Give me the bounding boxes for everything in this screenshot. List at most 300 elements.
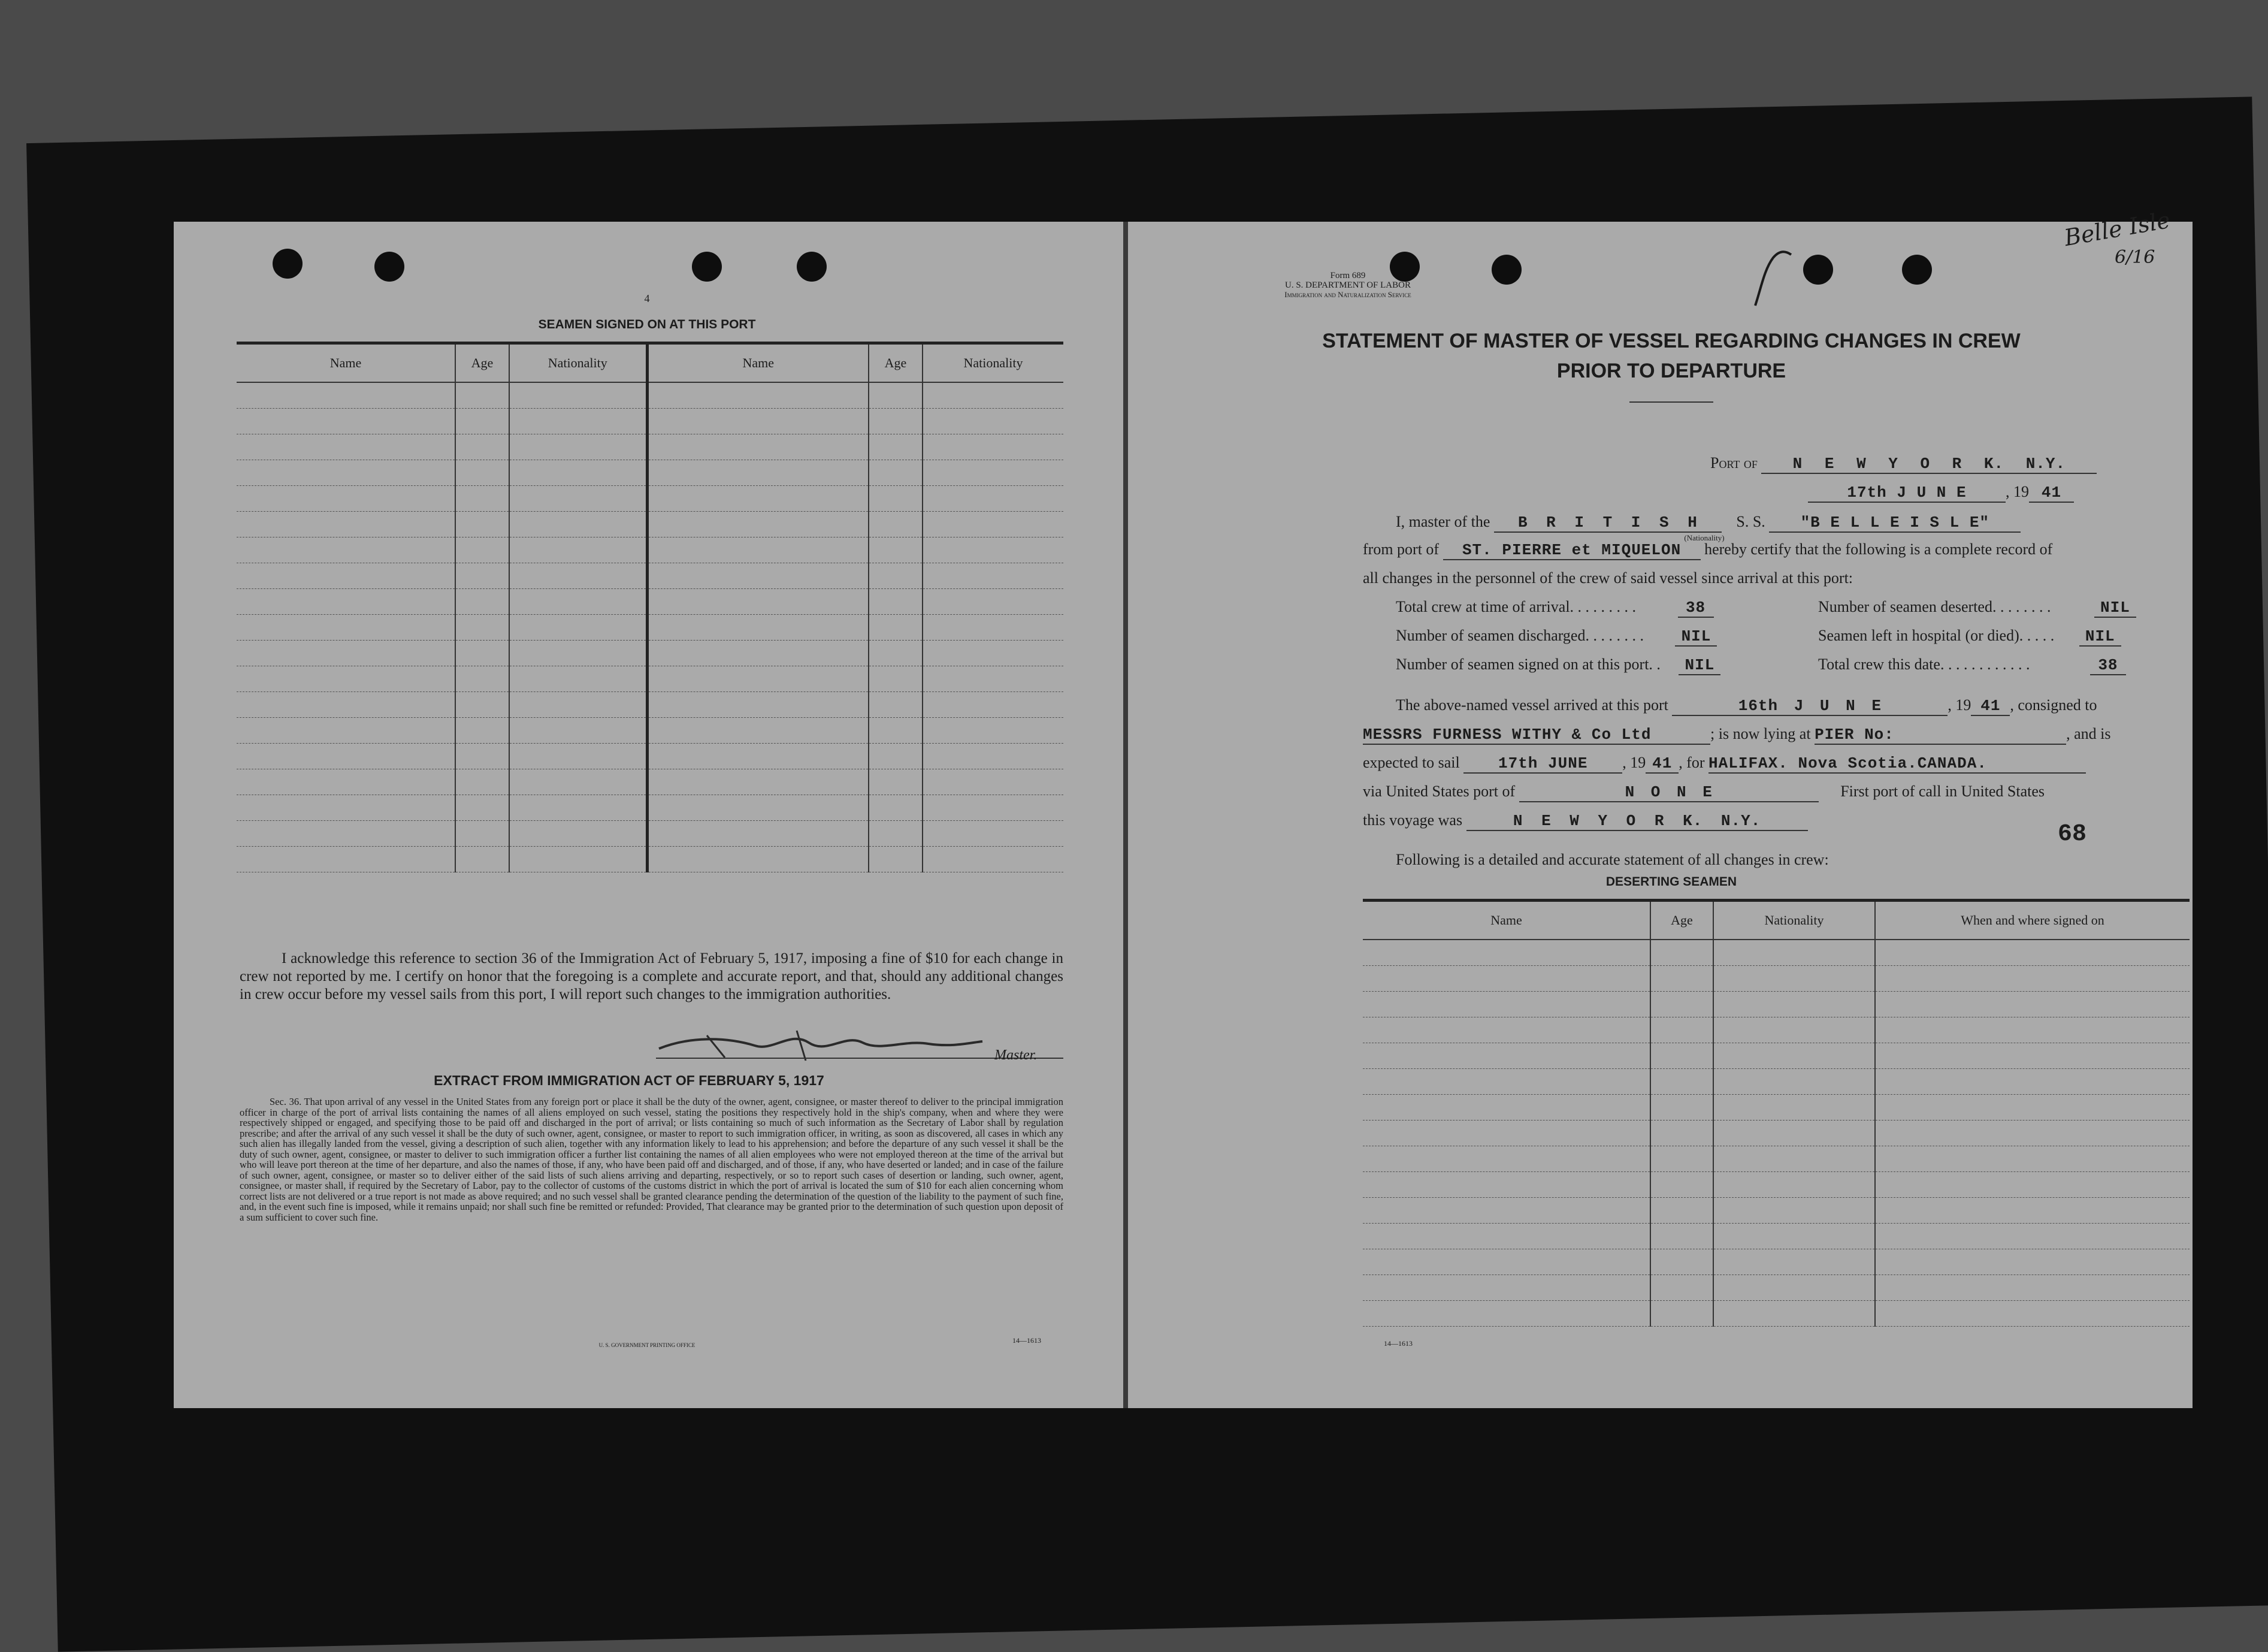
- table-cell: [237, 769, 455, 795]
- lying-label: ; is now lying at: [1710, 725, 1811, 742]
- table-cell: [923, 641, 1063, 666]
- form-code: 14—1613: [1012, 1336, 1041, 1345]
- table-cell: [1713, 1172, 1875, 1198]
- table-cell: [509, 615, 647, 641]
- table-cell: [647, 563, 869, 589]
- table-cell: [455, 382, 509, 409]
- via-line: [1363, 783, 2045, 802]
- table-cell: [923, 460, 1063, 486]
- stat-label: Number of seamen deserted: [1818, 598, 1992, 615]
- stat-value: NIL: [2094, 599, 2136, 618]
- table-cell: [1875, 1146, 2190, 1172]
- certify-text-2: all changes in the personnel of the crew of said vessel since arrival at this port:: [1363, 569, 1853, 587]
- table-cell: [1875, 992, 2190, 1017]
- form-title-line1: STATEMENT OF MASTER OF VESSEL REGARDING CHANGES IN CREW: [1322, 330, 2021, 352]
- handwritten-ship-note: Belle Isle: [2062, 206, 2172, 252]
- table-cell: [237, 382, 455, 409]
- table-cell: [237, 821, 455, 847]
- table-cell: [1363, 1172, 1650, 1198]
- table-cell: [869, 460, 923, 486]
- table-row: [1363, 1275, 2190, 1301]
- table-cell: [1650, 1069, 1713, 1095]
- table-cell: [1713, 1224, 1875, 1249]
- table-cell: [647, 718, 869, 744]
- port-line: [1710, 454, 2097, 474]
- table-cell: [1650, 1146, 1713, 1172]
- year-value: 41: [2029, 484, 2074, 503]
- table-cell: [869, 744, 923, 769]
- table-row: [237, 744, 1063, 769]
- table-cell: [509, 460, 647, 486]
- table-row: [237, 847, 1063, 872]
- table-cell: [1713, 1198, 1875, 1224]
- table-cell: [509, 563, 647, 589]
- table-row: [237, 460, 1063, 486]
- table-cell: [647, 409, 869, 434]
- table-cell: [923, 486, 1063, 512]
- table-cell: [509, 486, 647, 512]
- table-cell: [1875, 1069, 2190, 1095]
- table-cell: [923, 563, 1063, 589]
- destination-value: HALIFAX. Nova Scotia.CANADA.: [1708, 754, 2086, 774]
- department-name: U. S. DEPARTMENT OF LABOR: [1285, 280, 1411, 290]
- column-header-nationality: Nationality: [923, 345, 1063, 382]
- table-row: [237, 409, 1063, 434]
- table-cell: [455, 641, 509, 666]
- stat-label: Total crew at time of arrival: [1396, 598, 1570, 615]
- table-cell: [1650, 1249, 1713, 1275]
- table-cell: [1713, 1121, 1875, 1146]
- table-cell: [1713, 1275, 1875, 1301]
- table-cell: [1650, 1275, 1713, 1301]
- table-cell: [1713, 966, 1875, 992]
- consignee-value: MESSRS FURNESS WITHY & Co Ltd: [1363, 726, 1710, 745]
- for-label: , for: [1679, 754, 1705, 771]
- extract-text: Sec. 36. That upon arrival of any vessel in the United States from any foreign port or place it shall be the duty of the owner, agent, consignee, or master thereof to deliver to the principal immigration officer in charge of the port of arrival lists containing the names of all aliens employed on such vessel, stating the positions they respectively hold in the ship's company, when and where they were respectively shipped or engaged, and specifying those to be paid off and discharged in the port of arrival; or lists containing so much of such information as the Secretary of Labor shall by regulation prescribe; and after the arrival of any such vessel it shall be the duty of such owner, agent, consignee, or master to report to such immigration officer, in writing, as soon as discovered, all cases in which any such alien has illegally landed from the vessel, giving a description of such alien, together with any information likely to lead to his apprehension; and before the departure of any such vessel it shall be the duty of such owner, agent, consignee, or master to deliver to such immigration officer a further list containing the names of all alien employees who were not employed thereon at the time of the arrival but who will leave port thereon at the time of her departure, and also the names of those, if any, who have been paid off and discharged, and of those, if any, who have deserted or landed; and in case of the failure of such owner, agent, consignee, or master so to deliver either of the said lists of such aliens arriving and departing, respectively, or so to report such cases of desertion or landing, such owner, agent, consignee, or master shall, if required by the Secretary of Labor, pay to the collector of customs of the customs district in which the port of arrival is located the sum of $10 for each alien concerning whom correct lists are not delivered or a true report is not made as above required; and no such vessel shall be granted clearance pending the determination of the question of the liability to the payment of such fine, and, in the event such fine is imposed, while it remains unpaid; nor shall such fine be remitted or refunded: Provided, That clearance may be granted prior to the determination of such question upon deposit of a sum sufficient to cover such fine.: [240, 1096, 1063, 1223]
- table-cell: [647, 537, 869, 563]
- stat-value: 38: [1678, 599, 1714, 618]
- title-rule: [1629, 401, 1713, 403]
- table-cell: [1875, 1224, 2190, 1249]
- table-cell: [237, 795, 455, 821]
- year-prefix: , 19: [2006, 483, 2029, 500]
- table-cell: [923, 821, 1063, 847]
- table-cell: [455, 486, 509, 512]
- table-cell: [455, 537, 509, 563]
- printer-note: U. S. GOVERNMENT PRINTING OFFICE: [598, 1342, 695, 1348]
- master-signature: [653, 1025, 988, 1067]
- table-cell: [647, 486, 869, 512]
- table-cell: [923, 409, 1063, 434]
- certify-text-1: hereby certify that the following is a complete record of: [1704, 540, 2053, 558]
- column-header-name: Name: [237, 345, 455, 382]
- acknowledgement-text: I acknowledge this reference to section 36 of the Immigration Act of February 5, 1917, imposing a fine of $10 for each change in crew not reported by me. I certify on honor that the foregoing is a complete and accurate report, and that, should any additional changes in crew occur before my vessel sails from this port, I will report such changes to the immigration authorities.: [240, 950, 1063, 1002]
- table-cell: [237, 589, 455, 615]
- punch-hole: [1492, 255, 1522, 285]
- table-cell: [509, 666, 647, 692]
- document-sheet: [174, 206, 2193, 1408]
- year-prefix: , 19: [1948, 696, 1971, 714]
- right-page: [1132, 206, 2193, 1408]
- voyage-label: this voyage was: [1363, 811, 1463, 829]
- stat-value: NIL: [1675, 627, 1717, 647]
- table-cell: [455, 409, 509, 434]
- consigned-label: , consigned to: [2010, 696, 2097, 714]
- table-cell: [1875, 1172, 2190, 1198]
- table-cell: [455, 821, 509, 847]
- table-cell: [647, 641, 869, 666]
- handwritten-date-note: 6/16: [2115, 247, 2155, 268]
- table-cell: [237, 409, 455, 434]
- table-cell: [1363, 1069, 1650, 1095]
- table-row: [237, 512, 1063, 537]
- service-name: Immigration and Naturalization Service: [1284, 290, 1411, 299]
- table-cell: [923, 692, 1063, 718]
- year-prefix: , 19: [1622, 754, 1646, 771]
- punch-hole: [1902, 255, 1932, 285]
- stat-hospital: Seamen left in hospital (or died). . . . . NIL: [1818, 627, 2121, 647]
- arrived-label: The above-named vessel arrived at this port: [1396, 696, 1668, 714]
- table-row: [1363, 1017, 2190, 1043]
- table-cell: [509, 821, 647, 847]
- from-port-line: [1363, 540, 2052, 560]
- table-cell: [1875, 966, 2190, 992]
- table-cell: [455, 434, 509, 460]
- table-cell: [923, 847, 1063, 872]
- table-cell: [1650, 1043, 1713, 1069]
- table-cell: [455, 589, 509, 615]
- arrived-value: 16th J U N E: [1672, 697, 1948, 716]
- table-cell: [1650, 1095, 1713, 1121]
- table-cell: [1650, 992, 1713, 1017]
- following-text: Following is a detailed and accurate statement of all changes in crew:: [1396, 851, 1829, 868]
- table-cell: [455, 795, 509, 821]
- punch-hole: [797, 252, 827, 282]
- expected-year: 41: [1646, 754, 1679, 774]
- stat-label: Seamen left in hospital (or died): [1818, 627, 2019, 644]
- table-cell: [1650, 1172, 1713, 1198]
- table-row: [237, 718, 1063, 744]
- table-cell: [1363, 1095, 1650, 1121]
- table-row: [237, 641, 1063, 666]
- punch-hole: [1803, 255, 1833, 285]
- table-cell: [1363, 966, 1650, 992]
- table-cell: [509, 744, 647, 769]
- table-cell: [1875, 1095, 2190, 1121]
- table-cell: [923, 615, 1063, 641]
- table-cell: [647, 847, 869, 872]
- table-row: [1363, 1249, 2190, 1275]
- table-cell: [923, 589, 1063, 615]
- form-code: 14—1613: [1384, 1339, 1413, 1348]
- master-of-line: [1396, 513, 2021, 533]
- table-cell: [237, 692, 455, 718]
- stat-label: Total crew this date: [1818, 656, 1940, 673]
- table-cell: [647, 744, 869, 769]
- table-cell: [237, 563, 455, 589]
- table-cell: [455, 615, 509, 641]
- left-page: [174, 222, 1120, 1408]
- table-cell: [455, 512, 509, 537]
- table-cell: [1363, 1146, 1650, 1172]
- table-cell: [647, 434, 869, 460]
- column-header-name: Name: [1363, 902, 1650, 940]
- stat-value: NIL: [1679, 656, 1720, 675]
- table-cell: [1650, 1224, 1713, 1249]
- table-cell: [509, 847, 647, 872]
- expected-line: [1363, 754, 2086, 774]
- column-header-signed-on: When and where signed on: [1875, 902, 2190, 940]
- table-cell: [1713, 1301, 1875, 1327]
- ss-label: S. S.: [1736, 513, 1765, 530]
- table-row: [1363, 940, 2190, 966]
- table-cell: [455, 666, 509, 692]
- stat-total-crew-date: Total crew this date. . . . . . . . . . . . 38: [1818, 656, 2126, 675]
- table-header-row: [237, 345, 1063, 382]
- table-cell: [509, 434, 647, 460]
- table-cell: [509, 692, 647, 718]
- deserting-heading: DESERTING SEAMEN: [1605, 875, 1737, 889]
- table-row: [237, 563, 1063, 589]
- column-header-nationality: Nationality: [1713, 902, 1875, 940]
- stat-signed-on: Number of seamen signed on at this port. . NIL: [1396, 656, 1720, 675]
- table-cell: [923, 382, 1063, 409]
- table-cell: [509, 382, 647, 409]
- table-cell: [1875, 1275, 2190, 1301]
- table-cell: [1713, 1146, 1875, 1172]
- table-cell: [869, 409, 923, 434]
- table-row: [237, 666, 1063, 692]
- via-label: via United States port of: [1363, 783, 1516, 800]
- table-row: [237, 589, 1063, 615]
- table-cell: [647, 512, 869, 537]
- table-cell: [647, 769, 869, 795]
- punch-hole: [374, 252, 404, 282]
- table-cell: [869, 486, 923, 512]
- arrived-year: 41: [1971, 697, 2010, 716]
- column-header-age: Age: [1650, 902, 1713, 940]
- table-cell: [647, 821, 869, 847]
- table-cell: [647, 615, 869, 641]
- stat-label: Number of seamen discharged: [1396, 627, 1586, 644]
- table-cell: [509, 795, 647, 821]
- table-cell: [1650, 1017, 1713, 1043]
- table-cell: [923, 718, 1063, 744]
- and-is-label: , and is: [2066, 725, 2111, 742]
- nationality-value: B R I T I S H: [1494, 514, 1722, 533]
- table-cell: [1713, 1069, 1875, 1095]
- table-cell: [869, 537, 923, 563]
- table-row: [1363, 1069, 2190, 1095]
- punch-hole: [692, 252, 722, 282]
- table-cell: [455, 460, 509, 486]
- page-fold: [1123, 222, 1128, 1408]
- table-cell: [869, 641, 923, 666]
- table-cell: [1650, 1198, 1713, 1224]
- table-cell: [1363, 1198, 1650, 1224]
- master-label: Master.: [994, 1047, 1038, 1063]
- table-cell: [647, 382, 869, 409]
- table-cell: [455, 692, 509, 718]
- table-cell: [455, 563, 509, 589]
- table-cell: [1875, 940, 2190, 966]
- table-cell: [1875, 1301, 2190, 1327]
- table-cell: [509, 641, 647, 666]
- table-cell: [1713, 1095, 1875, 1121]
- from-port-label: from port of: [1363, 540, 1440, 558]
- table-cell: [869, 615, 923, 641]
- table-cell: [1713, 992, 1875, 1017]
- table-cell: [1875, 1121, 2190, 1146]
- table-row: [1363, 1121, 2190, 1146]
- table-header-row: [1363, 902, 2190, 940]
- signed-on-table: [237, 345, 1063, 872]
- table-row: [237, 537, 1063, 563]
- table-cell: [1875, 1017, 2190, 1043]
- stat-discharged: Number of seamen discharged. . . . . . . . NIL: [1396, 627, 1717, 647]
- table-row: [1363, 966, 2190, 992]
- table-row: [237, 486, 1063, 512]
- arrival-line: [1396, 696, 2097, 716]
- table-cell: [647, 589, 869, 615]
- table-cell: [1875, 1198, 2190, 1224]
- form-number: Form 689: [1330, 271, 1366, 280]
- table-cell: [237, 666, 455, 692]
- table-cell: [237, 744, 455, 769]
- table-row: [1363, 1224, 2190, 1249]
- table-cell: [647, 692, 869, 718]
- table-cell: [869, 589, 923, 615]
- column-header-age: Age: [455, 345, 509, 382]
- port-label: Port of: [1710, 454, 1758, 472]
- from-port-value: ST. PIERRE et MIQUELON: [1443, 541, 1701, 560]
- table-cell: [869, 821, 923, 847]
- table-cell: [1650, 940, 1713, 966]
- table-cell: [869, 692, 923, 718]
- master-of-label: I, master of the: [1396, 513, 1490, 530]
- table-cell: [455, 847, 509, 872]
- table-cell: [509, 718, 647, 744]
- table-row: [237, 434, 1063, 460]
- table-cell: [1363, 1017, 1650, 1043]
- port-value: N E W Y O R K. N.Y.: [1761, 455, 2097, 474]
- table-cell: [237, 460, 455, 486]
- table-row: [237, 382, 1063, 409]
- table-cell: [1650, 1121, 1713, 1146]
- pier-value: PIER No:: [1815, 726, 2066, 745]
- table-cell: [647, 460, 869, 486]
- ship-name: "B E L L E I S L E": [1769, 514, 2021, 533]
- table-cell: [1713, 1249, 1875, 1275]
- table-cell: [237, 537, 455, 563]
- date-line: [1808, 483, 2074, 503]
- table-cell: [923, 795, 1063, 821]
- table-row: [1363, 1172, 2190, 1198]
- table-cell: [237, 641, 455, 666]
- table-cell: [509, 589, 647, 615]
- table-row: [1363, 1198, 2190, 1224]
- table-cell: [647, 666, 869, 692]
- table-cell: [455, 769, 509, 795]
- table-cell: [237, 486, 455, 512]
- table-cell: [1363, 1121, 1650, 1146]
- table-cell: [923, 744, 1063, 769]
- extract-title: EXTRACT FROM IMMIGRATION ACT OF FEBRUARY 5, 1917: [434, 1073, 824, 1088]
- voyage-line: [1363, 811, 1808, 831]
- table-row: [237, 615, 1063, 641]
- table-cell: [1363, 1249, 1650, 1275]
- table-row: [1363, 1301, 2190, 1327]
- table-row: [1363, 992, 2190, 1017]
- table-cell: [1713, 1043, 1875, 1069]
- table-cell: [869, 666, 923, 692]
- table-cell: [1650, 1301, 1713, 1327]
- table-cell: [237, 434, 455, 460]
- column-header-nationality: Nationality: [509, 345, 647, 382]
- table-cell: [1363, 940, 1650, 966]
- table-cell: [647, 795, 869, 821]
- table-cell: [1713, 1017, 1875, 1043]
- table-cell: [1363, 1043, 1650, 1069]
- page-number: 4: [644, 292, 650, 304]
- table-cell: [1650, 966, 1713, 992]
- table-cell: [923, 434, 1063, 460]
- consignee-line: [1363, 725, 2110, 745]
- deserting-seamen-table: [1363, 902, 2190, 1327]
- stat-value: 38: [2090, 656, 2126, 675]
- table-cell: [455, 744, 509, 769]
- table-cell: [237, 847, 455, 872]
- table-row: [237, 692, 1063, 718]
- expected-label: expected to sail: [1363, 754, 1460, 771]
- table-cell: [869, 769, 923, 795]
- expected-value: 17th JUNE: [1463, 754, 1622, 774]
- table-cell: [869, 434, 923, 460]
- table-cell: [1875, 1043, 2190, 1069]
- table-cell: [1875, 1249, 2190, 1275]
- table-cell: [923, 769, 1063, 795]
- column-header-name: Name: [647, 345, 869, 382]
- table-cell: [509, 409, 647, 434]
- stamp-number: 68: [2058, 821, 2087, 848]
- table-cell: [455, 718, 509, 744]
- date-value: 17th J U N E: [1808, 484, 2006, 503]
- table-row: [237, 821, 1063, 847]
- signed-on-heading: SEAMEN SIGNED ON AT THIS PORT: [538, 318, 756, 331]
- table-cell: [509, 537, 647, 563]
- pen-mark: [1749, 246, 1797, 312]
- nationality-caption: (Nationality): [1684, 533, 1725, 542]
- first-port-label: First port of call in United States: [1840, 783, 2045, 800]
- table-cell: [1713, 940, 1875, 966]
- table-row: [1363, 1043, 2190, 1069]
- table-row: [1363, 1095, 2190, 1121]
- table-cell: [1363, 1301, 1650, 1327]
- table-cell: [869, 382, 923, 409]
- column-header-age: Age: [869, 345, 923, 382]
- table-cell: [923, 666, 1063, 692]
- table-cell: [237, 512, 455, 537]
- table-cell: [923, 537, 1063, 563]
- table-cell: [869, 512, 923, 537]
- stat-total-crew-arrival: Total crew at time of arrival. . . . . . . . . 38: [1396, 598, 1714, 618]
- table-row: [237, 795, 1063, 821]
- table-cell: [869, 795, 923, 821]
- voyage-value: N E W Y O R K. N.Y.: [1466, 812, 1808, 831]
- stat-label: Number of seamen signed on at this port: [1396, 656, 1649, 673]
- via-value: N O N E: [1519, 783, 1819, 802]
- stat-deserted: Number of seamen deserted. . . . . . . . NIL: [1818, 598, 2136, 618]
